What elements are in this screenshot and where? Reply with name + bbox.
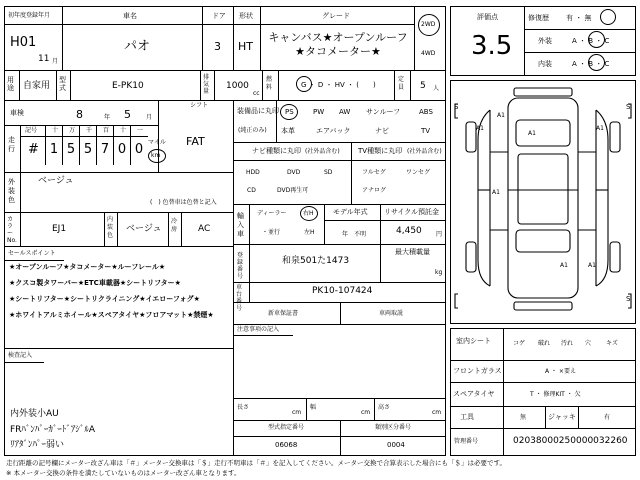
import-right: 右H xyxy=(303,210,314,217)
recycle-value: 4,450 xyxy=(396,226,422,236)
drive-4wd: 4WD xyxy=(421,50,436,57)
usage-label: 用途 xyxy=(7,76,14,92)
mileage-label: 走行 xyxy=(8,136,15,153)
drive-2wd: 2WD xyxy=(421,21,436,28)
equip-pw: PW xyxy=(313,108,325,116)
damage-mark: A1 xyxy=(560,262,568,269)
mileage-prefix: # xyxy=(28,142,39,157)
tv-label: TV種類に丸印 xyxy=(358,147,403,155)
ext-grade-options: A ・ B ・ C xyxy=(572,37,610,45)
import-dealer: ディーラー xyxy=(257,210,287,217)
mgmt-label: 管理番号 xyxy=(454,438,479,445)
mileage-digit: 0 xyxy=(117,142,127,157)
max-load-label: 最大積載量 xyxy=(395,248,430,256)
door-label: ドア xyxy=(212,12,226,20)
sales-line: ★オープンルーフ★タコメーター★ルーフレール★ xyxy=(9,263,166,271)
shape-label: 形状 xyxy=(239,12,253,20)
inspector-label: 検査記入 xyxy=(8,352,33,359)
damage-mark: A1 xyxy=(588,262,596,269)
navi-hdd: HDD xyxy=(246,169,260,176)
equipment-label: 装備品に丸印 xyxy=(237,107,279,115)
seat-option: コゲ xyxy=(513,340,526,347)
interior-color: ベージュ xyxy=(126,224,162,234)
ac-value: AC xyxy=(198,224,211,234)
fuel-label: 燃料 xyxy=(266,76,273,91)
ext-b-circle xyxy=(588,31,605,48)
seat-option: 破れ xyxy=(538,340,551,347)
spare-tire-label: スペアタイヤ xyxy=(453,390,495,398)
inspector-line: 内外装小AU xyxy=(10,409,59,419)
tools-label: 工具 xyxy=(460,413,474,421)
damage-mark: A1 xyxy=(497,112,505,119)
exterior-value: ベージュ xyxy=(38,176,74,186)
ext-grade-label: 外装 xyxy=(538,37,552,45)
height-label: 高さ xyxy=(378,404,391,411)
import-left: 左H xyxy=(304,229,315,236)
score-value: 3.5 xyxy=(471,31,513,61)
navi-cd: CD xyxy=(247,187,256,194)
sales-points-label: セールスポイント xyxy=(8,250,56,257)
shaken-label: 車検 xyxy=(10,109,24,117)
chassis-label: 車台番号 xyxy=(236,284,243,312)
damage-mark: A1 xyxy=(492,189,500,196)
sales-line: ★ホワイトアルミホイール★スペアタイヤ★フロアマット★禁煙★ xyxy=(9,311,214,319)
car-outline-diagram xyxy=(450,80,636,324)
chassis-value: PK10-107424 xyxy=(312,286,373,296)
fuel-options: G ・ D ・ HV ・ ( ) xyxy=(301,81,376,89)
mgmt-value: 020380002500000322​60 xyxy=(513,436,628,446)
type-designation-label: 型式指定番号 xyxy=(268,424,305,431)
car-name: パオ xyxy=(124,39,151,54)
jack-value: 有 xyxy=(604,414,611,421)
warranty-new-car: 新車保証書 xyxy=(268,310,299,317)
damage-mark: S xyxy=(454,103,459,111)
score-label: 評価点 xyxy=(477,13,498,21)
damage-mark: A1 xyxy=(528,130,536,137)
class-label: 類別区分番号 xyxy=(375,424,412,431)
equip-ps: PS xyxy=(285,108,294,116)
navi-dvd: DVD xyxy=(287,169,301,176)
tv-fullseg: フルセグ xyxy=(362,169,386,176)
door-value: 3 xyxy=(214,40,221,53)
type-designation-value: 06068 xyxy=(275,441,298,449)
exterior-note: ( ) 色替車は色替と記入 xyxy=(150,199,217,206)
tv-oneseg: ワンセグ xyxy=(406,169,431,176)
tools-value: 無 xyxy=(520,414,527,421)
warranty-manual: 車両取説 xyxy=(379,310,404,317)
capacity-label: 定員 xyxy=(398,76,405,91)
navi-sd: SD xyxy=(324,169,333,176)
shift-label: シフト xyxy=(190,102,209,109)
damage-mark: S xyxy=(626,295,631,303)
inspector-line: FRﾊﾞﾝﾊﾟｰｶﾞｰﾄﾞｱｼﾞﾙA xyxy=(10,425,96,435)
front-glass-options: A ・ ×要え xyxy=(545,368,576,375)
recycle-label: リサイクル預託金 xyxy=(384,208,440,216)
first-reg-label: 初年度登録年月 xyxy=(8,12,51,19)
exterior-label: 外装色 xyxy=(8,178,15,204)
damage-mark: A1 xyxy=(596,125,604,132)
equip-abs: ABS xyxy=(419,108,433,116)
model-label: 型式 xyxy=(59,76,66,92)
capacity-value: 5 xyxy=(420,81,426,91)
model-year-value: 年 不明 xyxy=(342,231,367,238)
int-grade-options: A ・ B ・ C xyxy=(572,60,610,68)
equip-aw: AW xyxy=(339,108,351,116)
length-label: 長さ xyxy=(237,404,250,411)
correction-label: 修復歴 xyxy=(528,14,549,22)
mileage-digit: 1 xyxy=(49,142,59,157)
equip-navi: ナビ xyxy=(375,127,389,135)
inspector-line: ﾘｱﾀﾞﾝﾊﾟｰ弱い xyxy=(10,440,65,450)
equipment-sublabel: (純正のみ) xyxy=(238,127,267,134)
none-circle xyxy=(600,9,616,25)
shift-value: FAT xyxy=(186,135,205,148)
correction-options: 有 ・ 無 xyxy=(566,14,592,22)
color-no-label: カラー No. xyxy=(7,216,17,244)
model-year-label: モデル年式 xyxy=(333,208,368,216)
equip-tv: TV xyxy=(421,127,431,135)
jack-label: ジャッキ xyxy=(548,413,576,421)
seat-option: 汚れ xyxy=(561,340,574,347)
model-value: E-PK10 xyxy=(112,81,144,91)
int-grade-label: 内装 xyxy=(538,60,552,68)
seat-option: 穴 xyxy=(585,340,592,347)
mileage-digit: 5 xyxy=(66,142,76,157)
equip-sunroof: サンルーフ xyxy=(366,108,401,116)
displacement-value: 1000 xyxy=(226,81,249,91)
ac-label: 冷房 xyxy=(171,218,178,233)
usage-value: 自家用 xyxy=(23,81,51,91)
front-glass-label: フロントガラス xyxy=(453,367,502,375)
sales-line: ★クスコ製タワーバー★ETC車載器★シートリフター★ xyxy=(9,279,181,287)
tv-analog: アナログ xyxy=(362,187,387,194)
footer-note-1: 走行距離の記号欄にメーター改ざん車は「＃」メーター交換車は「＄」走行不明車は「＃」を記入してください。メーター交換で合算表示した場合にも「＄」は必要です。 xyxy=(6,459,506,467)
width-label: 幅 xyxy=(310,404,317,411)
displacement-label: 排気量 xyxy=(203,74,210,95)
notes-label: 注意事項の記入 xyxy=(237,326,280,333)
seat-option: キズ xyxy=(606,340,618,347)
grade-label: グレード xyxy=(322,12,350,20)
damage-mark: S xyxy=(626,103,631,111)
interior-color-label: 内装色 xyxy=(107,216,114,239)
shaken-month: 5 xyxy=(124,108,131,121)
color-no: EJ1 xyxy=(52,224,67,234)
equip-leather: 本革 xyxy=(281,127,295,135)
navi-dvd-play: DVD再生可 xyxy=(277,187,309,194)
mileage-digit: 5 xyxy=(83,142,93,157)
import-parallel: ・並行 xyxy=(262,229,281,236)
shaken-year: 8 xyxy=(76,108,83,121)
shape-value: HT xyxy=(238,40,253,53)
mileage-unit: km xyxy=(151,152,161,159)
navi-label: ナビ種類に丸印 xyxy=(252,147,301,155)
class-value: 0004 xyxy=(387,441,405,449)
grade-value: キャンバス★オープンルーフ★タコメーター★ xyxy=(268,31,408,58)
mileage-digit: 7 xyxy=(100,142,110,157)
plate-label: 登録番号 xyxy=(237,252,244,280)
plate-value: 和泉501た1473 xyxy=(282,256,350,266)
mileage-digit: 0 xyxy=(134,142,144,157)
int-b-circle xyxy=(588,54,605,71)
seat-label: 室内シート xyxy=(456,337,491,345)
spare-tire-options: T ・ 修理KIT ・ 欠 xyxy=(530,391,581,398)
damage-mark: A1 xyxy=(476,125,484,132)
sales-line: ★シートリフター★シートリクライニング★イエローフォグ★ xyxy=(9,295,200,303)
footer-note-2: ※ 本メーター交換の条件を満たしていないものはメーター改ざん車となります。 xyxy=(6,469,241,477)
first-reg-year: H01 xyxy=(10,35,37,50)
first-reg-month: 11 xyxy=(38,54,50,64)
equip-airbag: エアバック xyxy=(316,127,351,135)
car-name-label: 車名 xyxy=(123,12,137,20)
import-label: 輸入車 xyxy=(237,212,244,238)
